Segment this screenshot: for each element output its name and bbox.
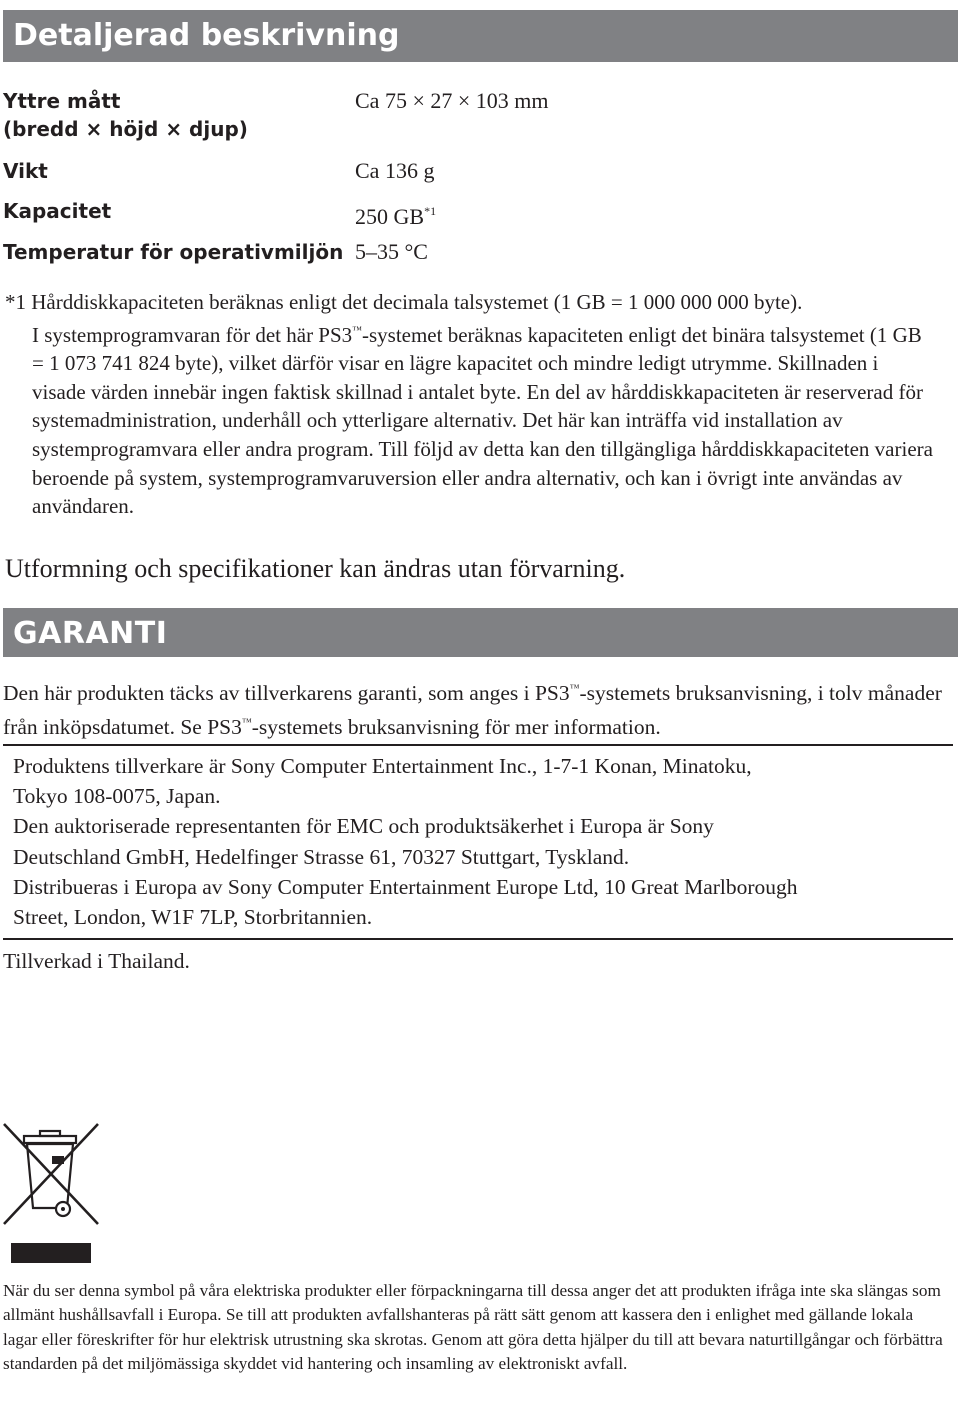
spec-value — [355, 87, 548, 115]
crossed-out-wheelie-bin-icon — [0, 1118, 102, 1266]
spec-value-text: 5–35 °C — [355, 239, 428, 264]
manufacturer-info — [13, 751, 943, 932]
warranty-text — [3, 674, 948, 742]
trademark-mark: ™ — [352, 324, 362, 336]
footnote-text: I systemprogramvaran för det här PS3 — [32, 322, 353, 347]
made-in-text: Tillverkad i Thailand. — [3, 949, 190, 973]
manufacturer-line: Tokyo 108-0075, Japan. — [13, 784, 221, 809]
warranty-text-part: -systemets bruksanvisning, i tolv månader från inköpsdatumet. Se PS3 — [3, 681, 942, 739]
spec-value — [355, 238, 428, 266]
disposal-text: När du ser denna symbol på våra elektriska produkter eller förpackningarna till dessa anger det att produkten ifråga inte ska slängas som allmänt hushållsavfall i Europa. Se till att produkten avfallshanteras på rätt sätt genom att kassera den i enlighet med gällande lokala lagar eller föreskrifter för hur elektrisk utrustning ska skrotas. Genom att göra detta hjälper du till att bevara naturtillgångar och förbättra standarden på det miljömässiga skyddet vid hantering och insamling av elektroniskt avfall. — [3, 1281, 943, 1373]
divider — [3, 744, 953, 746]
section-heading-description: Detaljerad beskrivning — [3, 10, 958, 62]
footnote-body — [5, 317, 935, 521]
footnote-text: -systemet beräknas kapaciteten enligt det binära talsystemet (1 GB = 1 073 741 824 byte), vilket därför visar en lägre kapacitet och mindre ledigt utrymme. Skillnaden i visade värden innebär ingen faktisk skillnad i antalet byte. En del av hårddiskkapaciteten är reserverad för systemadministration, underhåll och ytterligare alternativ. Det här kan inträffa vid installation av systemprogramvara eller andra program. Till följd av detta kan den tillgängliga hårddiskkapaciteten variera beroende på system, systemprogramvaruversion eller andra alternativ, och kan i övrigt inte användas av användaren. — [32, 322, 933, 519]
divider — [3, 938, 953, 940]
capacity-footnote — [5, 288, 935, 521]
spec-value-text: 250 GB — [355, 204, 425, 229]
spec-row-capacity — [3, 197, 953, 229]
spec-label: Kapacitet — [3, 199, 112, 223]
spec-row-temperature — [3, 238, 953, 266]
spec-label: Temperatur för operativmiljön — [3, 240, 344, 264]
spec-label: Yttre mått (bredd × höjd × djup) — [3, 89, 248, 141]
spec-row-weight — [3, 157, 953, 185]
warranty-text-part: -systemets bruksanvisning för mer information. — [251, 715, 661, 739]
trademark-mark: ™ — [569, 683, 580, 694]
spec-label: Vikt — [3, 159, 48, 183]
manufacturer-line: Street, London, W1F 7LP, Storbritannien. — [13, 905, 373, 930]
footnote-marker: *1 — [424, 204, 437, 218]
spec-value — [355, 197, 436, 231]
manufacturer-line: Produktens tillverkare är Sony Computer Entertainment Inc., 1-7-1 Konan, Minatoku, — [13, 754, 752, 778]
section-heading-warranty: GARANTI — [3, 608, 958, 657]
warranty-text-part: Den här produkten täcks av tillverkarens garanti, som anges i PS3 — [3, 681, 570, 705]
manufacturer-line: Den auktoriserade representanten för EMC och produktsäkerhet i Europa är Sony — [13, 814, 714, 839]
spec-value-text: Ca 136 g — [355, 158, 435, 183]
manufacturer-line: Deutschland GmbH, Hedelfinger Strasse 61, 70327 Stuttgart, Tyskland. — [13, 844, 630, 869]
change-notice: Utformning och specifikationer kan ändras utan förvarning. — [5, 554, 626, 583]
manufacturer-line: Distribueras i Europa av Sony Computer Entertainment Europe Ltd, 10 Great Marlborough — [13, 874, 798, 899]
footnote-first-line: *1 Hårddiskkapaciteten beräknas enligt det decimala talsystemet (1 GB = 1 000 000 000 byte). — [5, 290, 803, 314]
spec-value — [355, 157, 434, 185]
spec-row-dimensions — [3, 87, 953, 145]
trademark-mark: ™ — [241, 717, 252, 728]
spec-value-text: Ca 75 × 27 × 103 mm — [355, 88, 549, 113]
